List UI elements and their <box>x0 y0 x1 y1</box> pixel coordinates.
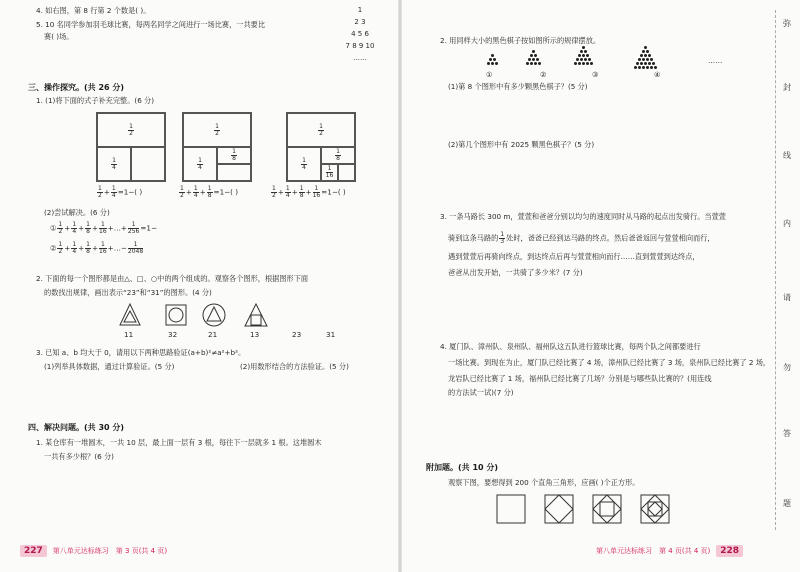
seal-line <box>775 10 776 530</box>
nested-squares-figures <box>496 494 686 526</box>
seal-line-char: 弥 <box>783 19 791 28</box>
figure-ellipsis: …… <box>708 56 723 65</box>
seal-line-char: 封 <box>783 83 791 92</box>
triangle-row: 4 5 6 <box>351 30 369 38</box>
square-figure-4 <box>641 495 669 523</box>
shape-combinations <box>118 302 358 328</box>
fraction-square-3 <box>286 112 356 182</box>
seal-line-char: 答 <box>783 429 791 438</box>
circle-in-square-shape <box>166 305 186 325</box>
square-cell: $\frac{1}{8}$ <box>321 147 355 164</box>
s3-question-1: 1. (1)将下面的式子补充完整。(6 分) <box>36 96 155 105</box>
square-figure-1 <box>497 495 525 523</box>
seal-line-char: 勿 <box>783 363 791 372</box>
r-question-3-line4: 爸爸从出发开始，一共骑了多少米？(7 分) <box>448 268 583 277</box>
footer-text: 第八单元达标练习 第 4 页(共 4 页) <box>596 547 711 555</box>
triangle-row: 2 3 <box>354 18 366 26</box>
shape-number: 11 <box>124 330 134 339</box>
footer-text: 第八单元达标练习 第 3 页(共 4 页) <box>52 547 168 555</box>
right-footer <box>596 544 743 558</box>
fraction-square-1 <box>96 112 166 182</box>
page-spine <box>398 0 402 572</box>
square-cell: $\frac{1}{4}$ <box>183 147 217 181</box>
fraction-square-2 <box>182 112 252 182</box>
figure-label: ④ <box>654 70 661 79</box>
shape-number: 32 <box>168 330 178 339</box>
section-4-heading: 四、解决问题。(共 30 分) <box>28 423 125 432</box>
triangle-row: 1 <box>357 6 363 14</box>
square-cell: $\frac{1}{2}$ <box>97 113 165 147</box>
equation-3: $\frac{1}{2}$ + $\frac{1}{4}$ + $\frac{1}{8}$ + $\frac{1}{16}$ =1−( ) <box>272 185 346 199</box>
seal-line-char: 请 <box>783 293 791 302</box>
r-question-4-line2: 一场比赛。到现在为止，厦门队已经比赛了 4 场，漳州队已经比赛了 3 场，泉州队已经比赛了 2 场， <box>448 358 771 367</box>
square-cell: $\frac{1}{4}$ <box>287 147 321 181</box>
left-footer <box>20 544 167 558</box>
r-question-3-line2: 骑到这条马路的 $\frac{1}{3}$ 处时，爸爸已经到达马路的终点。然后爸爸返回与萱萱相向而行， <box>448 231 715 245</box>
s3-question-3-part1: (1)列举具体数据，通过计算验证。(5 分) <box>44 362 175 371</box>
equation-2: $\frac{1}{2}$ + $\frac{1}{4}$ + $\frac{1}{8}$ =1−( ) <box>180 185 239 199</box>
square-cell <box>338 164 355 181</box>
bonus-heading: 附加题。(共 10 分) <box>426 463 499 472</box>
r-question-2-part2: (2)第几个图形中有 2025 颗黑色棋子？(5 分) <box>448 140 595 149</box>
chess-figure-3 <box>574 46 593 66</box>
r-question-4-line4: 的方法试一试)(7 分) <box>448 388 514 397</box>
figure-label: ③ <box>592 70 599 79</box>
shape-number: 31 <box>326 330 336 339</box>
r-question-2: 2. 用同样大小的黑色棋子按如图所示的规律摆放。 <box>440 36 601 45</box>
r-question-3-line3: 遇到萱萱后再骑向终点，到达终点后再与萱萱相向而行……直到萱萱到达终点， <box>448 252 700 261</box>
r-question-3-line1: 3. 一条马路长 300 m，萱萱和爸爸分别以均匀的速度同时从马路的起点出发骑行。当萱萱 <box>440 212 726 221</box>
s4-question-1-line1: 1. 某仓库有一堆圆木，一共 10 层，最上面一层有 3 根，每往下一层就多 1 根。这堆圆木 <box>36 438 322 447</box>
shape-number: 23 <box>292 330 302 339</box>
square-in-triangle-shape <box>245 304 267 326</box>
shape-number: 21 <box>208 330 218 339</box>
square-cell: $\frac{1}{16}$ <box>321 164 338 181</box>
page-number: 227 <box>20 545 47 557</box>
square-cell <box>131 147 165 181</box>
question-5-line2: 赛( )场。 <box>44 32 74 41</box>
r-question-4-line1: 4. 厦门队、漳州队、泉州队、福州队这五队进行篮球比赛，每两个队之间都要进行 <box>440 342 701 351</box>
seal-line-char: 内 <box>783 219 791 228</box>
triangle-row: 7 8 9 10 <box>345 42 375 50</box>
triangle-in-circle-shape <box>203 304 225 326</box>
s3-question-3-part2: (2)用数形结合的方法验证。(5 分) <box>240 362 349 371</box>
seal-line-char: 题 <box>783 499 791 508</box>
r-question-2-part1: (1)第 8 个图形中有多少颗黑色棋子？(5 分) <box>448 82 588 91</box>
chess-figure-1 <box>487 54 498 66</box>
s3-question-2-line1: 2. 下面的每一个图形都是由△、□、○中的两个组成的。观察各个图形，根据图形下面 <box>36 274 309 283</box>
number-triangle <box>320 4 400 64</box>
square-figure-2 <box>545 495 573 523</box>
s3-question-1-part2: (2)尝试解决。(6 分) <box>44 208 110 217</box>
question-4: 4. 如右图，第 8 行第 2 个数是( )。 <box>36 6 151 15</box>
attempt-equation-2: ② $\frac{1}{2}$ + $\frac{1}{4}$ + $\frac{1}{8}$ + $\frac{1}{16}$ +…− $\frac{1}{2048}$ <box>50 241 144 255</box>
square-figure-3 <box>593 495 621 523</box>
square-cell: $\frac{1}{8}$ <box>217 147 251 164</box>
square-cell <box>217 164 251 181</box>
figure-label: ① <box>486 70 493 79</box>
square-cell: $\frac{1}{2}$ <box>287 113 355 147</box>
page-number: 228 <box>716 545 743 557</box>
section-3-heading: 三、操作探究。(共 26 分) <box>28 83 125 92</box>
bonus-question: 观察下图，要想得到 200 个直角三角形，应画( )个正方形。 <box>448 478 640 487</box>
s4-question-1-line2: 一共有多少根？(6 分) <box>44 452 114 461</box>
triangle-in-triangle-shape <box>120 304 140 325</box>
attempt-equation-1: ① $\frac{1}{2}$ + $\frac{1}{4}$ + $\frac{1}{8}$ + $\frac{1}{16}$ +…+ $\frac{1}{256}$ =1− <box>50 221 157 235</box>
question-5-line1: 5. 10 名同学参加羽毛球比赛，每两名同学之间进行一场比赛，一共要比 <box>36 20 266 29</box>
equation-1: $\frac{1}{2}$ + $\frac{1}{4}$ =1−( ) <box>98 185 143 199</box>
s3-question-2-line2: 的数找出规律，画出表示“23”和“31”的图形。(4 分) <box>44 288 212 297</box>
r-question-4-line3: 龙岩队已经比赛了 1 场，福州队已经比赛了几场？分别是与哪些队比赛的？(用连线 <box>448 374 712 383</box>
shape-number: 13 <box>250 330 260 339</box>
square-cell: $\frac{1}{4}$ <box>97 147 131 181</box>
chess-figure-2 <box>526 50 541 66</box>
seal-line-char: 线 <box>783 151 791 160</box>
s3-question-3: 3. 已知 a、b 均大于 0，请用以下两种思路验证(a+b)²≠a²+b²。 <box>36 348 246 357</box>
triangle-row: …… <box>353 54 367 62</box>
figure-label: ② <box>540 70 547 79</box>
square-cell: $\frac{1}{2}$ <box>183 113 251 147</box>
chess-figure-4 <box>634 46 657 70</box>
